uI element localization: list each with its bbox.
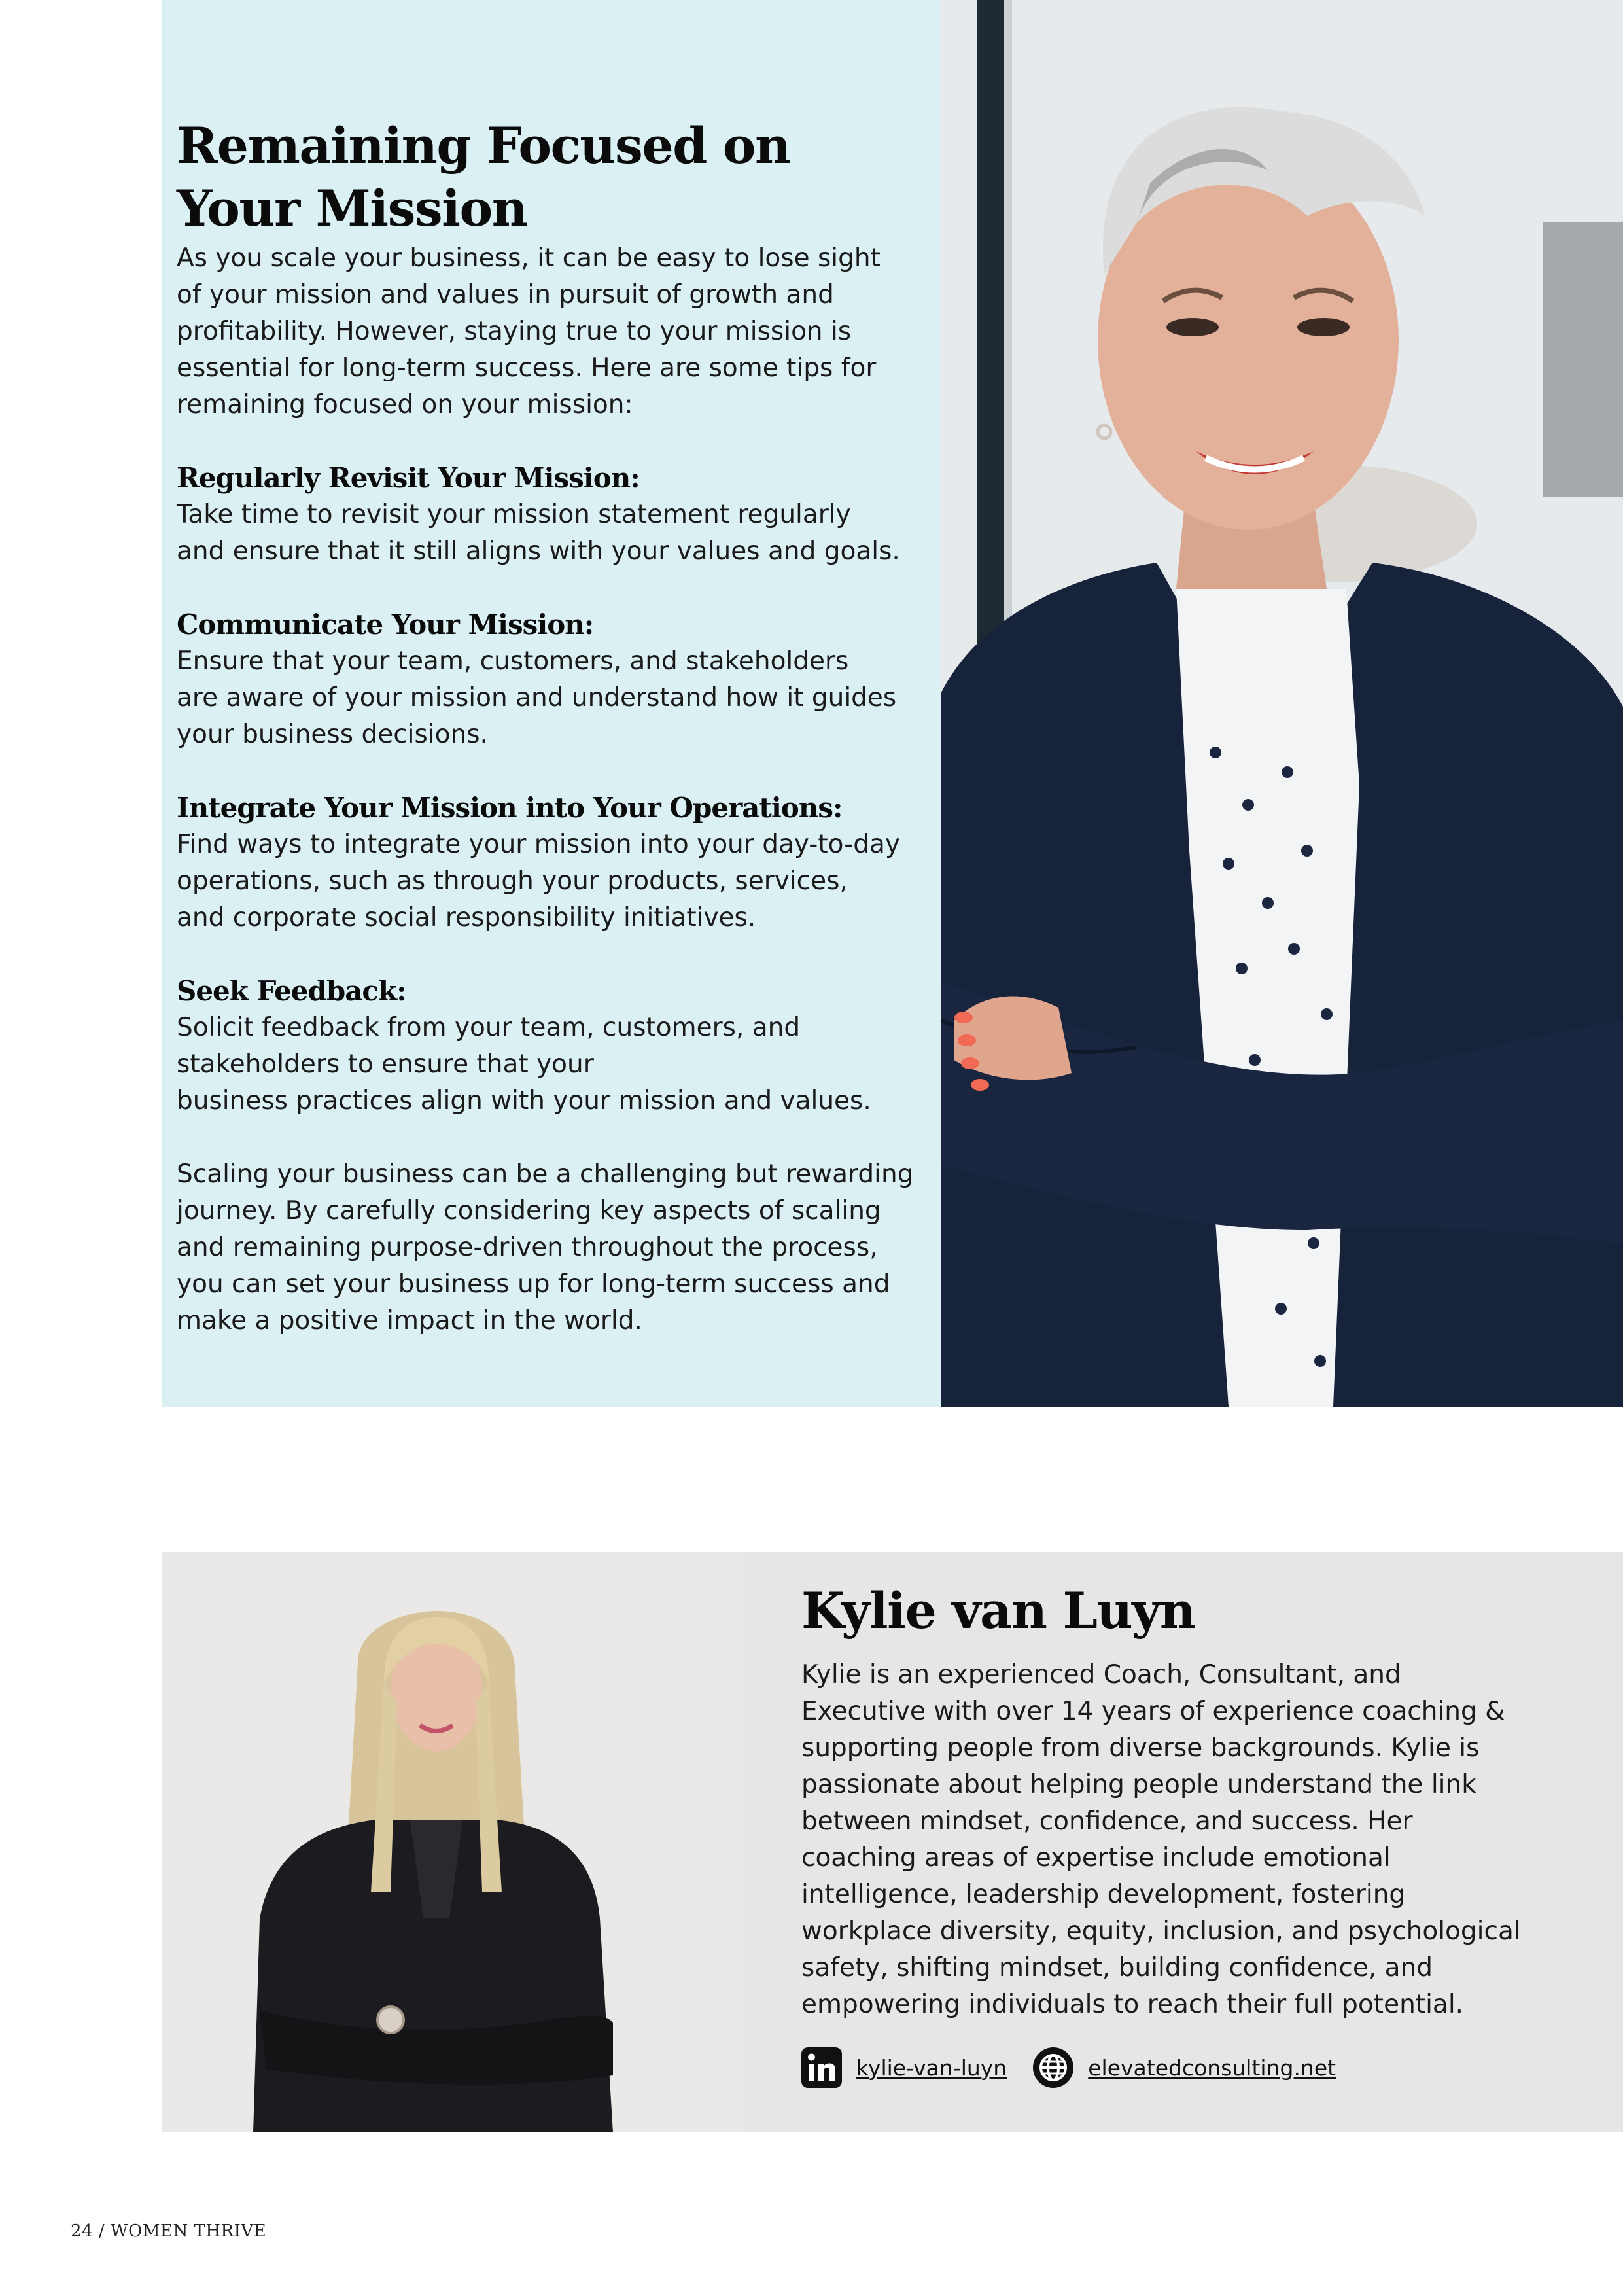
conclusion-line: and remaining purpose-driven throughout the process, <box>177 1233 878 1262</box>
section-heading-revisit: Regularly Revisit Your Mission: <box>177 462 640 494</box>
linkedin-icon[interactable] <box>801 2047 842 2088</box>
section-line: business practices align with your mission and values. <box>177 1086 871 1116</box>
bio-line: Executive with over 14 years of experience coaching & <box>801 1697 1505 1726</box>
section-line: and ensure that it still aligns with your values and goals. <box>177 537 900 566</box>
author-bio <box>801 1657 1586 2023</box>
conclusion-line: journey. By carefully considering key aspects of scaling <box>177 1196 881 1226</box>
bio-line: safety, shifting mindset, building confidence, and <box>801 1953 1433 1983</box>
globe-icon[interactable] <box>1033 2047 1073 2088</box>
bio-line: coaching areas of expertise include emotional <box>801 1843 1391 1873</box>
page-footer: 24 / WOMEN THRIVE <box>71 2221 267 2241</box>
bio-line: supporting people from diverse backgrounds. Kylie is <box>801 1733 1480 1763</box>
author-name: Kylie van Luyn <box>801 1581 1195 1640</box>
author-bio-panel <box>744 1552 1623 2132</box>
intro-line: profitability. However, staying true to your mission is <box>177 317 852 346</box>
bio-line: empowering individuals to reach their full potential. <box>801 1990 1464 2019</box>
section-line: stakeholders to ensure that your <box>177 1050 594 1079</box>
author-links <box>801 2047 1362 2088</box>
section-line: Find ways to integrate your mission into your day-to-day <box>177 830 901 859</box>
linkedin-link[interactable]: kylie-van-luyn <box>856 2055 1007 2081</box>
section-heading-integrate: Integrate Your Mission into Your Operations: <box>177 792 843 824</box>
intro-line: As you scale your business, it can be easy to lose sight <box>177 243 881 273</box>
author-photo <box>162 1552 744 2132</box>
conclusion-line: you can set your business up for long-term success and <box>177 1269 890 1299</box>
conclusion-line: Scaling your business can be a challenging but rewarding <box>177 1159 914 1189</box>
section-line: Solicit feedback from your team, customers, and <box>177 1013 801 1042</box>
bio-line: Kylie is an experienced Coach, Consultant, and <box>801 1660 1401 1689</box>
article-conclusion <box>177 1156 916 1339</box>
section-line: are aware of your mission and understand how it guides <box>177 683 897 713</box>
section-heading-feedback: Seek Feedback: <box>177 975 406 1007</box>
section-body-communicate <box>177 643 916 753</box>
section-line: Take time to revisit your mission statement regularly <box>177 500 851 529</box>
intro-line: of your mission and values in pursuit of growth and <box>177 280 834 309</box>
conclusion-line: make a positive impact in the world. <box>177 1306 642 1335</box>
article-content <box>177 115 916 1339</box>
section-body-integrate <box>177 826 916 936</box>
article-title-line-2: Your Mission <box>177 179 527 238</box>
author-photo-illustration <box>162 1552 744 2132</box>
section-line: operations, such as through your products, services, <box>177 866 848 896</box>
section-body-revisit <box>177 497 916 570</box>
hero-photo-illustration <box>941 0 1623 1407</box>
article-title-line-1: Remaining Focused on <box>177 116 790 175</box>
bio-line: between mindset, confidence, and success. Her <box>801 1807 1413 1836</box>
website-link[interactable]: elevatedconsulting.net <box>1088 2055 1336 2081</box>
article-panel <box>162 0 941 1407</box>
bio-line: intelligence, leadership development, fostering <box>801 1880 1406 1909</box>
section-line: Ensure that your team, customers, and stakeholders <box>177 646 849 676</box>
intro-line: remaining focused on your mission: <box>177 390 633 419</box>
intro-line: essential for long-term success. Here are some tips for <box>177 353 877 383</box>
bio-line: workplace diversity, equity, inclusion, and psychological <box>801 1916 1521 1946</box>
hero-photo <box>941 0 1623 1407</box>
article-title <box>177 115 831 240</box>
article-intro <box>177 240 916 423</box>
section-line: and corporate social responsibility initiatives. <box>177 903 756 932</box>
bio-line: passionate about helping people understand the link <box>801 1770 1476 1799</box>
section-body-feedback <box>177 1010 916 1120</box>
section-line: your business decisions. <box>177 720 488 749</box>
section-heading-communicate: Communicate Your Mission: <box>177 609 594 641</box>
